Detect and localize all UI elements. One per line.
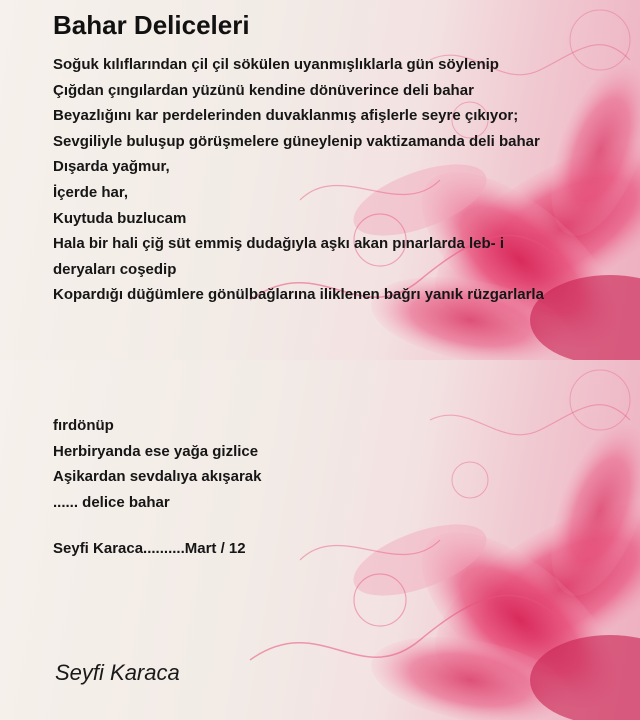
poem-line: deryaları coşedip [53, 260, 177, 278]
poem-line: Çığdan çıngılardan yüzünü kendine dönüverince deli bahar [53, 81, 474, 99]
poem-line: Dışarda yağmur, [53, 158, 170, 176]
poem-line: fırdönüp [53, 417, 114, 434]
poem-line: Herbiryanda ese yağa gizlice [53, 442, 259, 460]
poem-line: Sevgiliyle buluşup görüşmelere güneylenip vaktizamanda deli bahar [53, 132, 540, 150]
poem-line: Beyazlığını kar perdelerinden duvaklanmış afişlerle seyre çıkıyor; [53, 107, 519, 125]
poem-signature: Seyfi Karaca..........Mart / 12 [53, 540, 246, 557]
poem-verse-part1 [53, 52, 613, 308]
poem-line: Aşikardan sevdalıya akışarak [53, 468, 262, 486]
poem-verse-part2 [53, 413, 553, 515]
poem-line: Hala bir hali çiğ süt emmiş dudağıyla aşkı akan pınarlarda leb- i [53, 235, 504, 253]
poem-line: İçerde har, [53, 183, 129, 201]
author-name: Seyfi Karaca [55, 660, 180, 685]
poem-line: ...... delice bahar [53, 493, 170, 511]
poem-line: Soğuk kılıflarından çil çil sökülen uyanmışlıklarla gün söylenip [53, 56, 499, 73]
poem-title: Bahar Deliceleri [53, 10, 250, 40]
poem-line: Kopardığı düğümlere gönülbağlarına iliklenen bağrı yanık rüzgarlarla [53, 286, 544, 304]
poem-line: Kuytuda buzlucam [53, 209, 187, 227]
